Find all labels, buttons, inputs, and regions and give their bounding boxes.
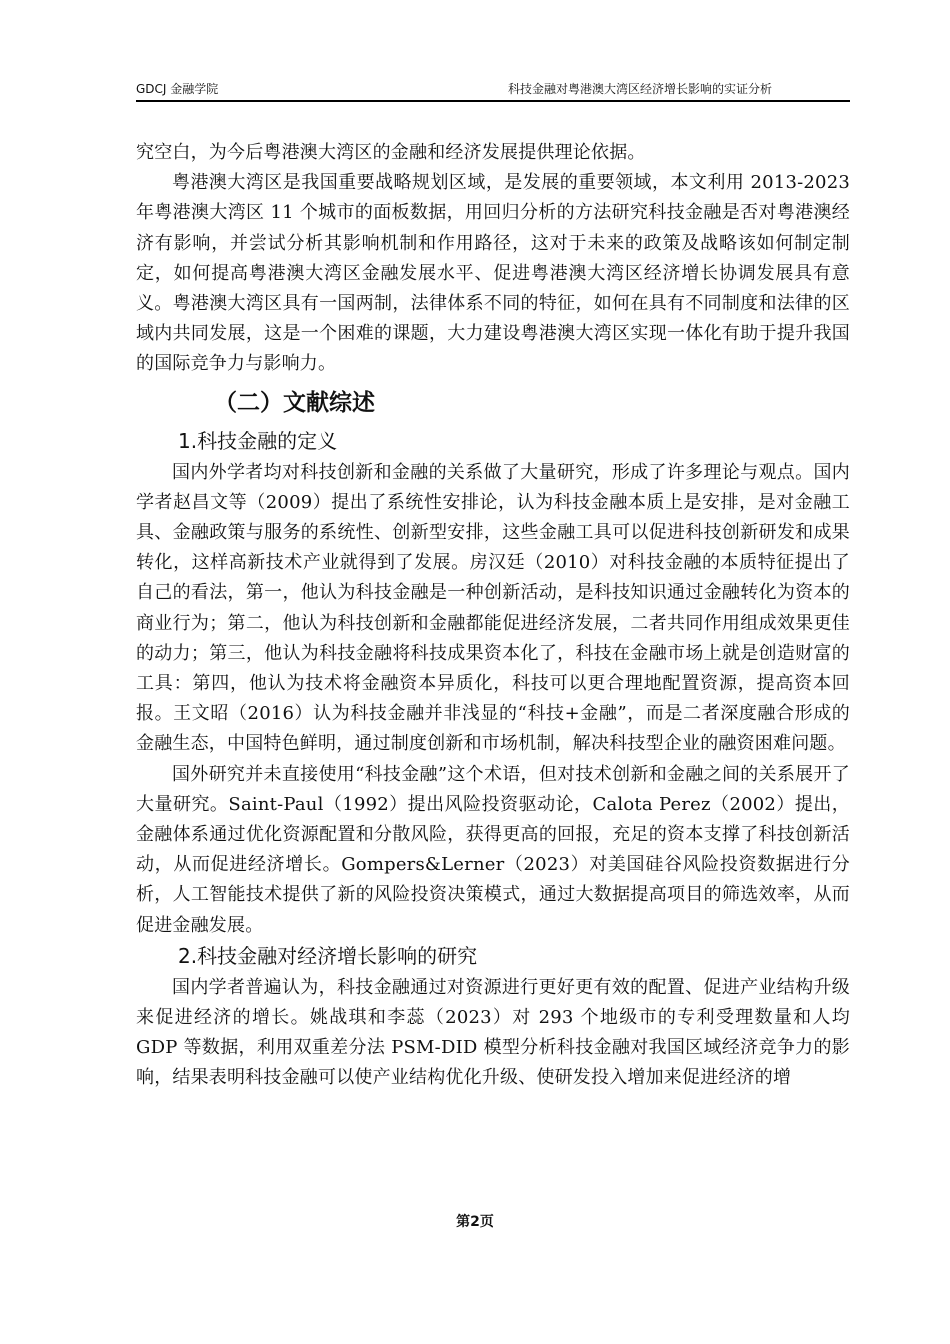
subsection-heading-definition: 1.科技金融的定义 bbox=[178, 428, 338, 453]
page-body bbox=[136, 138, 850, 1094]
header-institution: GDCJ 金融学院 bbox=[136, 82, 219, 96]
paragraph-foreign-research: 国外研究并未直接使用“科技金融”这个术语，但对技术创新和金融之间的关系展开了大量研究。Saint-Paul（1992）提出风险投资驱动论，Calota Perez（2002）提出，金融体系通过优化资源配置和分散风险，获得更高的回报，充足的资本支撑了科技创新活动，从而促进经济增长。Gompers&Lerner（2023）对美国硅谷风险投资数据进行分析，人工智能技术提供了新的风险投资决策模式，通过大数据提高项目的筛选效率，从而促进金融发展。 bbox=[136, 763, 850, 936]
paragraph-gba-intro: 粤港澳大湾区是我国重要战略规划区域，是发展的重要领域，本文利用 2013-2023 年粤港澳大湾区 11 个城市的面板数据，用回归分析的方法研究科技金融是否对粤港澳经济有影响，并尝试分析其影响机制和作用路径，这对于未来的政策及战略该如何制定制定，如何提高粤港澳大湾区金融发展水平、促进粤港澳大湾区经济增长协调发展具有意义。粤港澳大湾区具有一国两制，法律体系不同的特征，如何在具有不同制度和法律的区域内共同发展，这是一个困难的课题，大力建设粤港澳大湾区实现一体化有助于提升我国的国际竞争力与影响力。 bbox=[136, 172, 850, 375]
paragraph-domestic-research: 国内外学者均对科技创新和金融的关系做了大量研究，形成了许多理论与观点。国内学者赵昌文等（2009）提出了系统性安排论，认为科技金融本质上是安排，是对金融工具、金融政策与服务的系统性、创新型安排，这些金融工具可以促进科技创新研发和成果转化，这样高新技术产业就得到了发展。房汉廷（2010）对科技金融的本质特征提出了自己的看法，第一，他认为科技金融是一种创新活动，是科技知识通过金融转化为资本的商业行为；第二，他认为科技创新和金融都能促进经济发展，二者共同作用组成效果更佳的动力；第三，他认为科技金融将科技成果资本化了，科技在金融市场上就是创造财富的工具：第四，他认为技术将金融资本异质化，科技可以更合理地配置资源，提高资本回报。王文昭（2016）认为科技金融并非浅显的“科技+金融”，而是二者深度融合形成的金融生态，中国特色鲜明，通过制度创新和市场机制，解决科技型企业的融资困难问题。 bbox=[136, 461, 850, 755]
paragraph-growth-research: 国内学者普遍认为，科技金融通过对资源进行更好更有效的配置、促进产业结构升级来促进经济的增长。姚战琪和李蕊（2023）对 293 个地级市的专利受理数量和人均 GDP 等数据，利用双重差分法 PSM-DID 模型分析科技金融对我国区域经济竞争力的影响，结果表明科技金融可以使产业结构优化升级、使研发投入增加来促进经济的增 bbox=[136, 976, 850, 1089]
page-header bbox=[136, 78, 850, 102]
section-heading-literature-review: （二）文献综述 bbox=[214, 389, 375, 416]
paragraph-continuation: 究空白，为今后粤港澳大湾区的金融和经济发展提供理论依据。 bbox=[136, 142, 646, 163]
subsection-heading-growth-impact: 2.科技金融对经济增长影响的研究 bbox=[178, 943, 478, 968]
header-paper-title: 科技金融对粤港澳大湾区经济增长影响的实证分析 bbox=[507, 82, 772, 96]
page-number: 第2页 bbox=[456, 1214, 494, 1230]
